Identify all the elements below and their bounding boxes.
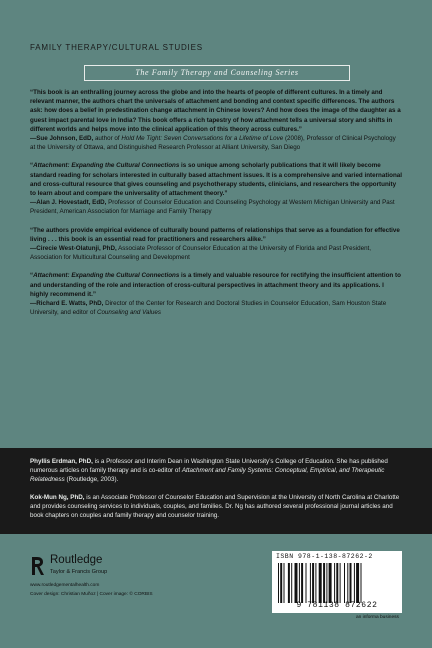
cited-title: Hold Me Tight: Seven Conversations for a Lifetime of Love — [121, 135, 284, 143]
category-label: FAMILY THERAPY/CULTURAL STUDIES — [30, 43, 203, 52]
publisher-name: Routledge — [50, 554, 103, 566]
author-bio-2 — [30, 493, 402, 520]
review-quote: “This book is an enthralling journey across the globe and into the hearts of people of different cultures. In a timely and relevant manner, the authors chart the universals of attachment and bonding and context specific differences. The authors ask: how does a belief in predestination change attachment in Chinese lovers? And how does the image of the daughter as a guest impact parental love in India? This book offers a rich tapestry of how attachment tells a universal story and shifts in different worlds and helps move into the clinical application of this theory across cultures.” — [30, 89, 401, 133]
reviewer-name: —Alan J. Hovestadt, EdD, — [30, 199, 107, 207]
reviewer-name: —Cirecie West-Olatunji, PhD, — [30, 245, 117, 253]
series-banner: The Family Therapy and Counseling Series — [84, 65, 350, 81]
author-name: Phyllis Erdman, PhD, — [30, 458, 93, 465]
author-bio-text: is a Professor and Interim Dean in Washington State University’s College of Education. She has published numerous articles on family therapy and is co-editor of — [30, 458, 388, 474]
reviewer-affiliation-cont: (2008), Professor of Clinical Psychology at the University of Ottawa, and Distinguished Research Professor at Alliant University, San Diego — [30, 135, 396, 152]
review-1 — [30, 88, 402, 152]
author-bio-band — [0, 448, 432, 534]
quoted-book-title: Attachment: Expanding the Cultural Connections — [33, 162, 180, 170]
reviewer-affiliation: author of — [93, 135, 122, 143]
review-2 — [30, 161, 402, 216]
cited-title: Counseling and Values — [96, 309, 161, 317]
reviews-section — [30, 88, 402, 326]
author-bio-1 — [30, 457, 402, 484]
author-bio-text-cont: (Routledge, 2003). — [64, 476, 119, 483]
reviewer-affiliation: Professor of Counselor Education and Counseling Psychology at Western Michigan University and Past President, American Association for Marriage and Family Therapy — [30, 199, 395, 216]
cited-title: Attachment and Family Systems: Conceptual, Empirical, and Therapeutic Relatedness — [30, 467, 385, 483]
review-attribution — [30, 134, 402, 152]
review-attribution — [30, 198, 402, 216]
review-quote-text: is so unique among scholarly publications that it will likely become standard reading for scholars interested in culturally based attachment issues. It is a comprehensive and varied international and cross-cultural resource that gives counseling and psychotherapy students, clinicians, and researchers the opportunity to learn about and compare the universality of attachment theory.” — [30, 162, 402, 198]
publisher-url[interactable]: www.routledgementalhealth.com — [30, 583, 100, 588]
cover-footer — [0, 534, 432, 648]
routledge-logo-icon — [30, 556, 44, 576]
author-name: Kok-Mun Ng, PhD, — [30, 494, 85, 501]
review-3 — [30, 226, 402, 263]
barcode-digits: 9 781138 872622 — [296, 601, 378, 610]
review-attribution — [30, 244, 402, 262]
publisher-imprint: Taylor & Francis Group — [50, 569, 108, 575]
informa-tagline: an informa business — [356, 615, 399, 620]
reviewer-name: —Sue Johnson, EdD, — [30, 135, 94, 143]
reviewer-affiliation: Associate Professor of Counselor Education at the University of Florida and Past President, Association for Multicultural Counseling and Development — [30, 245, 372, 262]
reviewer-name: —Richard E. Watts, PhD, — [30, 300, 104, 308]
quoted-book-title: Attachment: Expanding the Cultural Connections — [33, 272, 180, 280]
review-quote: “Attachment: Expanding the Cultural Connections is so unique among scholarly publications that it will likely become standard reading for scholars interested in culturally based attachment issues. It is a comprehensive and varied international and cross-cultural resource that gives counseling and psychotherapy students, clinicians, and researchers the opportunity to learn about and compare the universality of attachment theory.” — [30, 162, 402, 198]
isbn-number: ISBN 978-1-138-87262-2 — [276, 553, 373, 560]
review-quote-text: is a timely and valuable resource for rectifying the insufficient attention to and understanding of the role and interaction of cross-cultural perspectives in attachment theory and its applications. I highly recommend it.” — [30, 272, 401, 298]
review-4 — [30, 271, 402, 317]
barcode-icon — [278, 563, 396, 603]
review-attribution — [30, 299, 402, 317]
review-quote: “The authors provide empirical evidence of culturally bound patterns of relationships that serve as a foundation for effective living . . . this book is an essential read for practitioners and researchers alike.” — [30, 226, 400, 243]
review-quote: “Attachment: Expanding the Cultural Connections is a timely and valuable resource for rectifying the insufficient attention to and understanding of the role and interaction of cross-cultural perspectives in attachment theory and its applications. I highly recommend it.” — [30, 272, 401, 298]
reviewer-affiliation: Director of the Center for Research and Doctoral Studies in Counselor Education, Sam Houston State University, and editor of — [30, 300, 387, 317]
author-bio-text: is an Associate Professor of Counselor Education and Supervision at the University of North Carolina at Charlotte and provides counseling services to individuals, couples, and families. Dr. Ng has authored several professional journal articles and book chapters on couples and family therapy and counselor training. — [30, 494, 400, 519]
cover-credits: Cover design: Christian Muñoz | Cover image: © CORBIS — [30, 592, 153, 597]
barcode-panel — [272, 551, 402, 613]
